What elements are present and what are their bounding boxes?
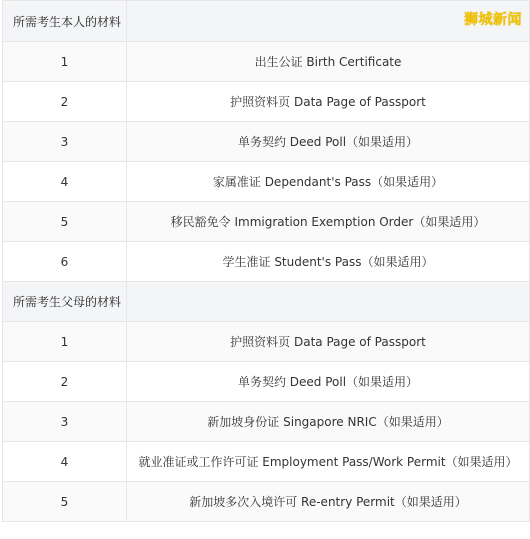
table-row xyxy=(3,82,529,122)
row-document: 护照资料页 Data Page of Passport xyxy=(230,335,426,349)
table-row xyxy=(3,402,529,442)
row-number: 1 xyxy=(3,42,127,81)
row-number: 2 xyxy=(3,362,127,401)
row-document: 出生公证 Birth Certificate xyxy=(254,55,402,69)
row-document: 单务契约 Deed Poll（如果适用） xyxy=(237,135,419,149)
row-document: 新加坡多次入境许可 Re-entry Permit（如果适用） xyxy=(189,495,467,509)
row-number: 5 xyxy=(3,482,127,521)
table-row xyxy=(3,442,529,482)
row-document: 新加坡身份证 Singapore NRIC（如果适用） xyxy=(207,415,449,429)
row-document: 学生准证 Student's Pass（如果适用） xyxy=(222,255,434,269)
table-row xyxy=(3,122,529,162)
row-number: 3 xyxy=(3,402,127,441)
section-title: 所需考生本人的材料 xyxy=(3,1,127,41)
row-number: 3 xyxy=(3,122,127,161)
row-number: 5 xyxy=(3,202,127,241)
table-row xyxy=(3,362,529,402)
table-row xyxy=(3,242,529,282)
section-header-parents xyxy=(3,282,529,322)
table-row xyxy=(3,42,529,82)
row-number: 4 xyxy=(3,442,127,481)
row-document: 就业准证或工作许可证 Employment Pass/Work Permit（如果适用） xyxy=(138,455,518,469)
row-number: 4 xyxy=(3,162,127,201)
materials-table xyxy=(2,0,530,522)
row-number: 6 xyxy=(3,242,127,281)
row-document: 移民豁免令 Immigration Exemption Order（如果适用） xyxy=(170,215,486,229)
watermark-logo: 狮城新闻 xyxy=(464,12,522,28)
section-title: 所需考生父母的材料 xyxy=(3,282,127,321)
table-row xyxy=(3,162,529,202)
row-document: 护照资料页 Data Page of Passport xyxy=(230,95,426,109)
table-row xyxy=(3,202,529,242)
table-row xyxy=(3,322,529,362)
table-row xyxy=(3,482,529,522)
row-number: 2 xyxy=(3,82,127,121)
row-document: 单务契约 Deed Poll（如果适用） xyxy=(237,375,419,389)
row-number: 1 xyxy=(3,322,127,361)
section-header-candidate xyxy=(3,0,529,42)
row-document: 家属准证 Dependant's Pass（如果适用） xyxy=(212,175,444,189)
